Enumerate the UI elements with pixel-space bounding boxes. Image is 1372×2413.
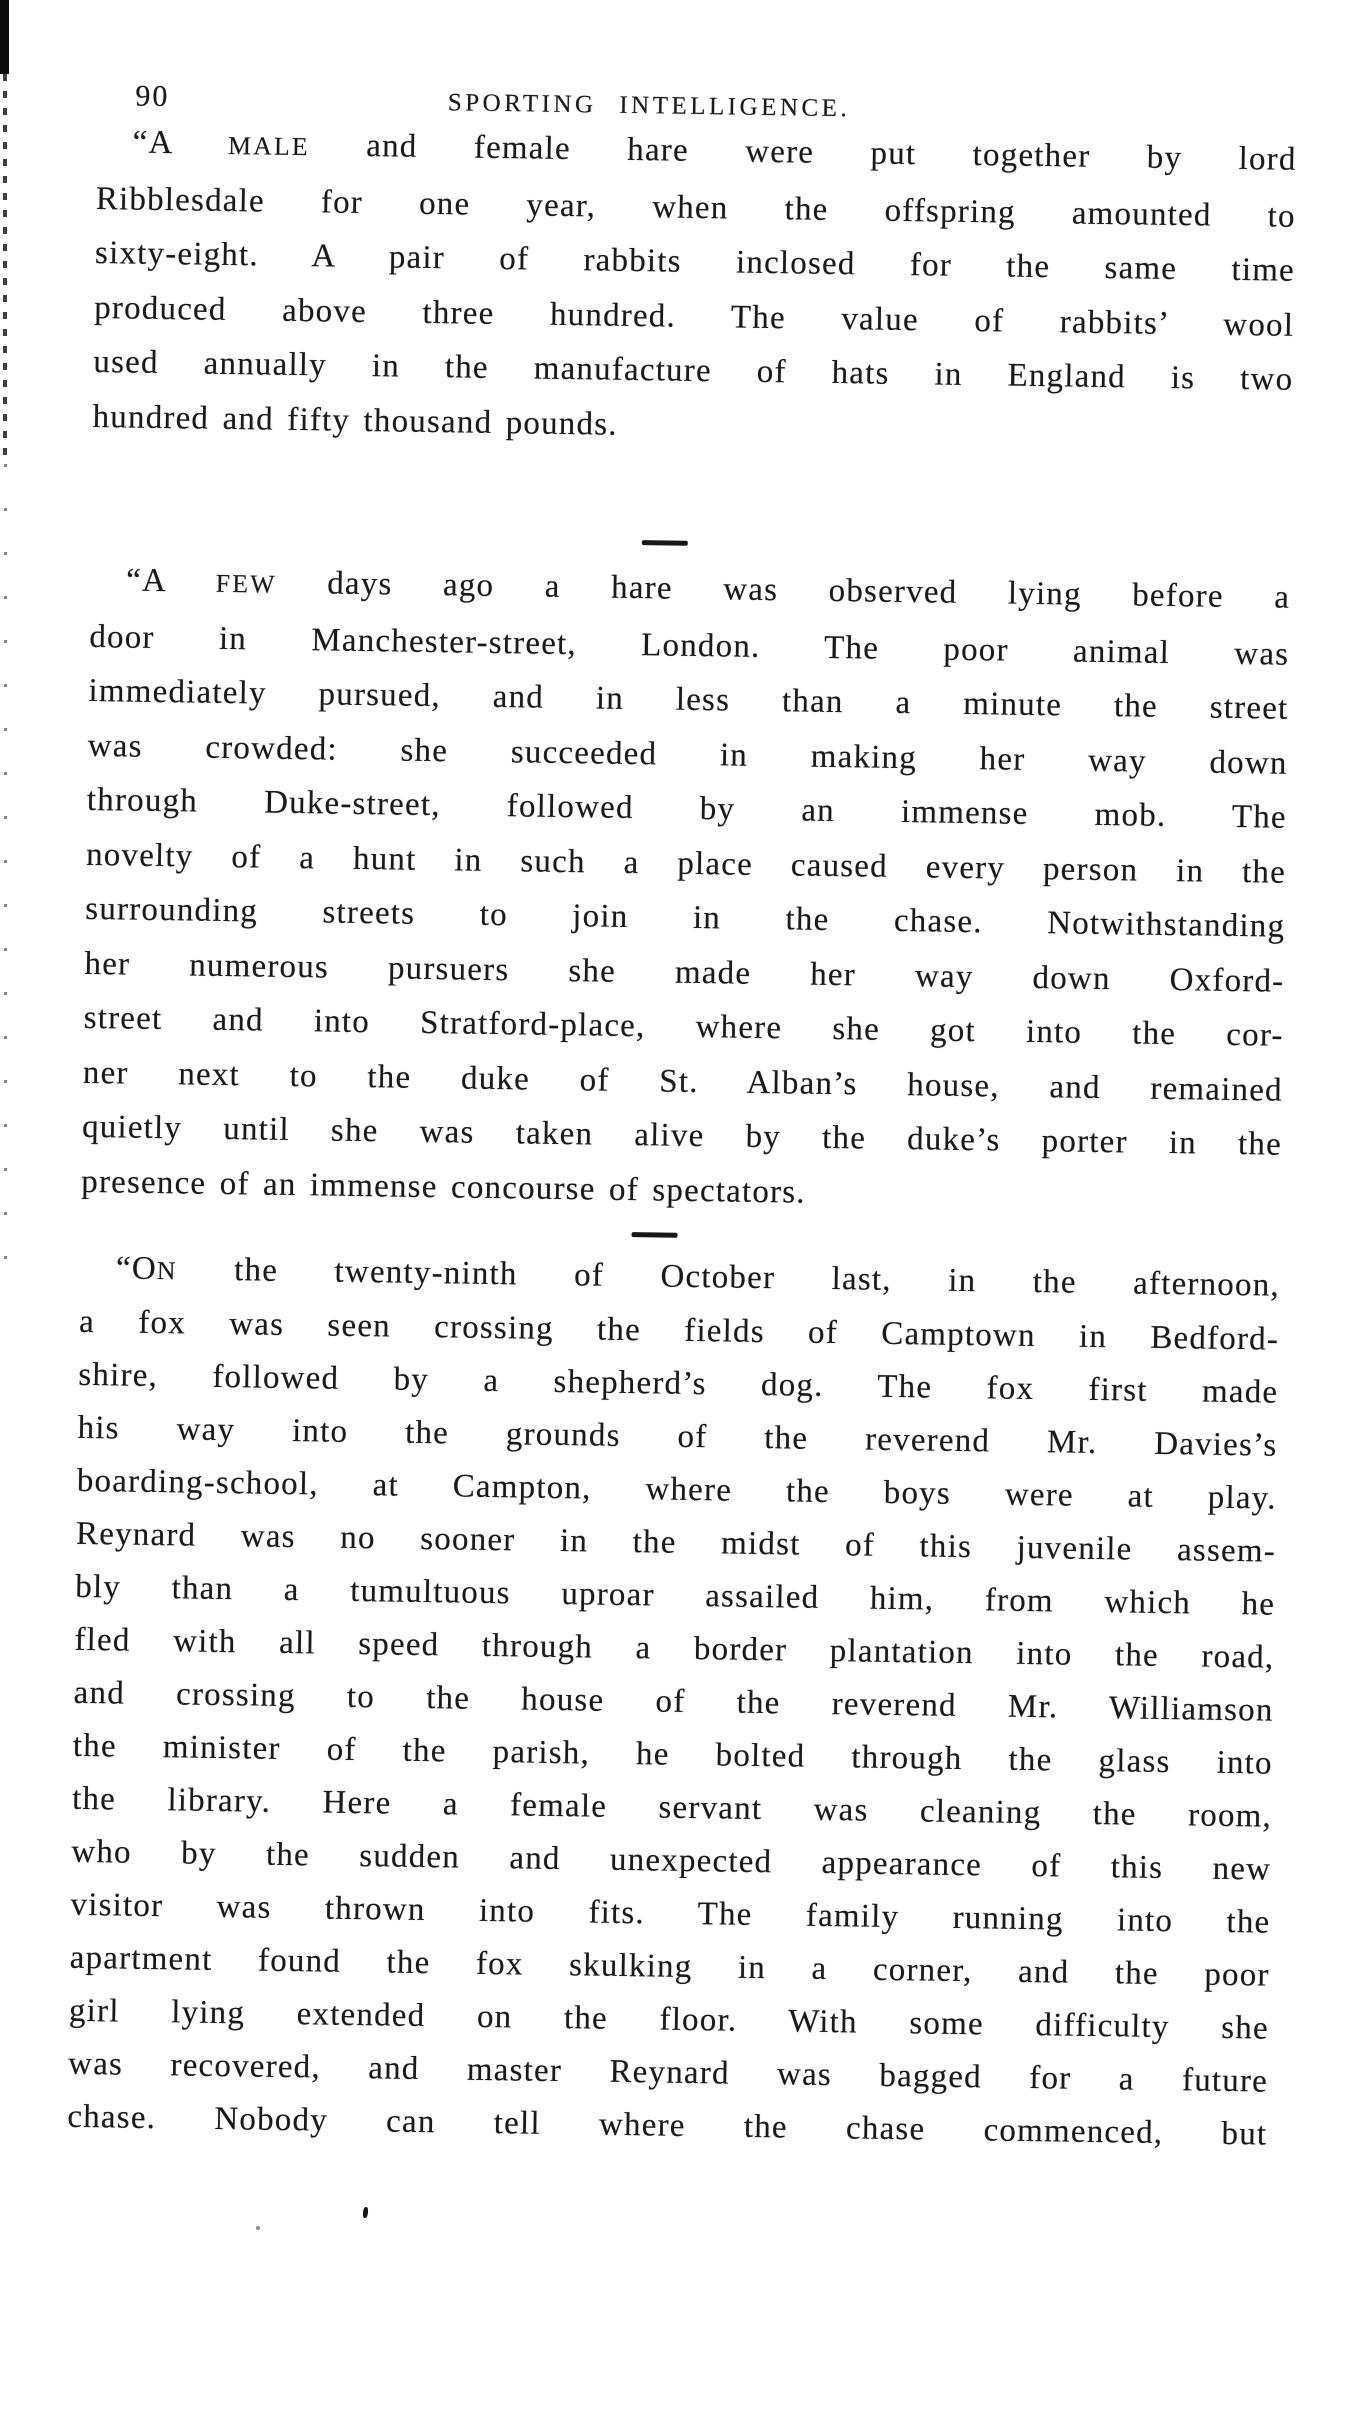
paragraph-1 xyxy=(92,115,1297,462)
text-line: apartment found the fox skulking in a corner, and the poor xyxy=(69,1939,1270,1994)
text-line: was recovered, and master Reynard was bagged for a future xyxy=(67,2045,1269,2100)
text-line: used annually in the manufacture of hats in England is two xyxy=(93,343,1294,398)
section-divider-rule xyxy=(632,1232,678,1238)
page-number: 90 xyxy=(135,79,170,114)
text-line: novelty of a hunt in such a place caused every person in the xyxy=(85,836,1287,891)
section-divider-rule xyxy=(642,540,688,546)
text-line: street and into Stratford-place, where she got into the cor- xyxy=(83,999,1284,1054)
text-line: visitor was thrown into fits. The family running into the xyxy=(70,1886,1271,1941)
ink-speck xyxy=(256,2226,260,2230)
first-line-rest: and female hare were put together by lord xyxy=(309,127,1297,178)
text-line: presence of an immense concourse of spectators. xyxy=(81,1163,807,1211)
text-line: fled with all speed through a border plantation into the road, xyxy=(74,1621,1275,1676)
scan-binding-edge-dots xyxy=(4,464,7,1274)
text-line: bly than a tumultuous uproar assailed him, from which he xyxy=(75,1568,1276,1623)
first-line-rest: days ago a hare was observed lying before a xyxy=(276,564,1291,616)
text-line: produced above three hundred. The value of rabbits’ wool xyxy=(93,289,1295,344)
book-page xyxy=(67,55,1298,2162)
text-line: and crossing to the house of the reverend Mr. Williamson xyxy=(73,1674,1274,1729)
running-header: SPORTING INTELLIGENCE. xyxy=(447,89,851,123)
first-line-lead: “A xyxy=(132,124,229,162)
text-line: surrounding streets to join in the chase. Notwithstanding xyxy=(85,890,1286,945)
text-line: the minister of the parish, he bolted through the glass into xyxy=(72,1727,1274,1782)
text-line: chase. Nobody can tell where the chase commenced, but xyxy=(67,2098,1268,2153)
text-line: was crowded: she succeeded in making her way down xyxy=(87,727,1288,782)
small-caps-word: FEW xyxy=(215,568,277,599)
text-line: his way into the grounds of the reverend Mr. Davies’s xyxy=(77,1409,1278,1464)
text-line: sixty-eight. A pair of rabbits inclosed for the same time xyxy=(94,234,1296,289)
first-line-lead: “O xyxy=(115,1250,158,1288)
text-line: hundred and fifty thousand pounds. xyxy=(92,398,619,443)
scan-binding-edge-bar xyxy=(0,0,9,74)
small-caps-word: MALE xyxy=(227,130,311,162)
text-line: girl lying extended on the floor. With some difficulty she xyxy=(68,1992,1270,2047)
text-line: her numerous pursuers she made her way down Oxford- xyxy=(84,945,1285,1000)
text-line: who by the sudden and unexpected appearance of this new xyxy=(71,1833,1272,1888)
text-line: Ribblesdale for one year, when the offspring amounted to xyxy=(95,180,1297,235)
text-line: the library. Here a female servant was cleaning the room, xyxy=(71,1780,1273,1835)
text-line: a fox was seen crossing the fields of Camptown in Bedford- xyxy=(78,1303,1280,1358)
first-line-rest: the twenty-ninth of October last, in the afternoon, xyxy=(177,1251,1281,1304)
text-line: immediately pursued, and in less than a minute the street xyxy=(88,672,1289,727)
text-line: shire, followed by a shepherd’s dog. The fox first made xyxy=(78,1356,1279,1411)
text-line: boarding-school, at Campton, where the boys were at play. xyxy=(76,1462,1277,1517)
small-caps-word: N xyxy=(156,1256,178,1286)
scan-binding-edge-dashes xyxy=(3,74,7,464)
first-line-lead: “A xyxy=(125,562,217,600)
text-line: door in Manchester-street, London. The poor animal was xyxy=(89,618,1290,673)
text-line: ner next to the duke of St. Alban’s house, and remained xyxy=(82,1054,1284,1109)
text-line: quietly until she was taken alive by the duke’s porter in the xyxy=(81,1108,1283,1163)
paragraph-3 xyxy=(67,1242,1280,2162)
text-line: Reynard was no sooner in the midst of this juvenile assem- xyxy=(75,1515,1277,1570)
page-body xyxy=(67,115,1297,2162)
text-line: through Duke-street, followed by an immense mob. The xyxy=(86,781,1288,836)
ink-speck xyxy=(362,2207,368,2219)
paragraph-2 xyxy=(81,553,1291,1227)
